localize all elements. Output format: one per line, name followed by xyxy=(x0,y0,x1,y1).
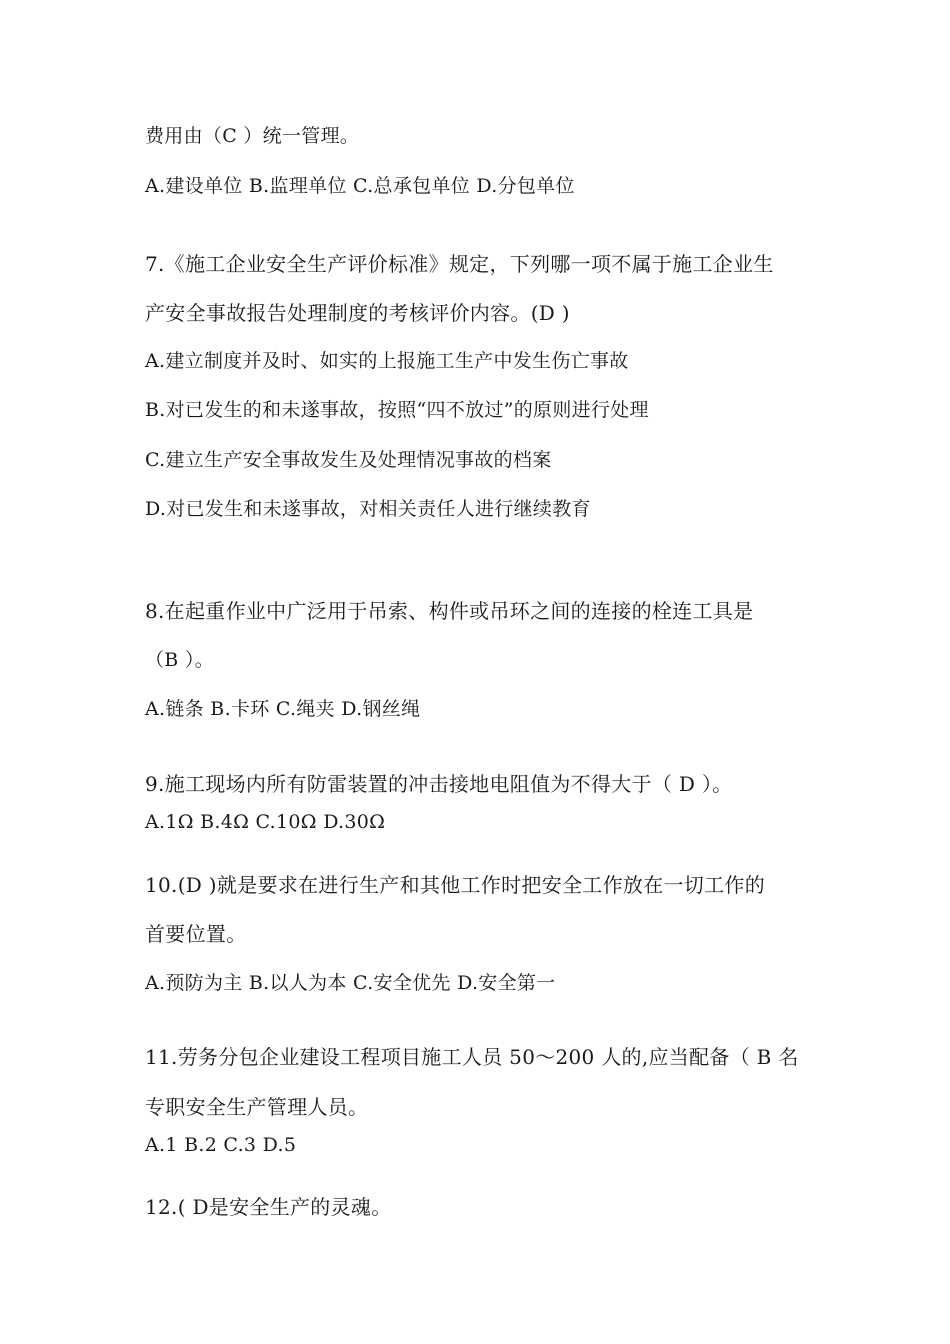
text-line-q7-option-d: D.对已发生和未遂事故，对相关责任人进行继续教育 xyxy=(145,498,591,520)
text-line-q10-stem-2: 首要位置。 xyxy=(145,922,247,946)
text-line-q7-stem-2: 产安全事故报告处理制度的考核评价内容。(D ) xyxy=(145,301,570,325)
text-line-q6-continuation: 费用由（C ）统一管理。 xyxy=(145,125,360,147)
text-line-q7-option-a: A.建立制度并及时、如实的上报施工生产中发生伤亡事故 xyxy=(145,350,629,372)
text-line-q7-stem-1: 7.《施工企业安全生产评价标准》规定，下列哪一项不属于施工企业生 xyxy=(145,252,774,276)
text-line-q8-options: A.链条 B.卡环 C.绳夹 D.钢丝绳 xyxy=(145,698,421,720)
text-line-q11-stem-1: 11.劳务分包企业建设工程项目施工人员 50～200 人的,应当配备（ B 名 xyxy=(145,1045,799,1069)
text-line-q9-stem: 9.施工现场内所有防雷装置的冲击接地电阻值为不得大于（ D ）。 xyxy=(145,772,733,796)
text-line-q8-stem-1: 8.在起重作业中广泛用于吊索、构件或吊环之间的连接的栓连工具是 xyxy=(145,599,754,623)
text-line-q12-stem: 12.( D是安全生产的灵魂。 xyxy=(145,1195,392,1219)
text-line-q7-option-b: B.对已发生的和未遂事故，按照“四不放过”的原则进行处理 xyxy=(145,399,649,421)
text-line-q10-stem-1: 10.(D )就是要求在进行生产和其他工作时把安全工作放在一切工作的 xyxy=(145,873,766,897)
text-line-q10-options: A.预防为主 B.以人为本 C.安全优先 D.安全第一 xyxy=(145,972,556,994)
text-line-q11-stem-2: 专职安全生产管理人员。 xyxy=(145,1095,369,1119)
text-line-q8-stem-2: （B ）。 xyxy=(145,649,215,671)
text-line-q6-options: A.建设单位 B.监理单位 C.总承包单位 D.分包单位 xyxy=(145,175,575,197)
text-line-q9-options: A.1Ω B.4Ω C.10Ω D.30Ω xyxy=(145,811,386,833)
text-line-q7-option-c: C.建立生产安全事故发生及处理情况事故的档案 xyxy=(145,449,552,471)
text-line-q11-options: A.1 B.2 C.3 D.5 xyxy=(145,1134,297,1156)
